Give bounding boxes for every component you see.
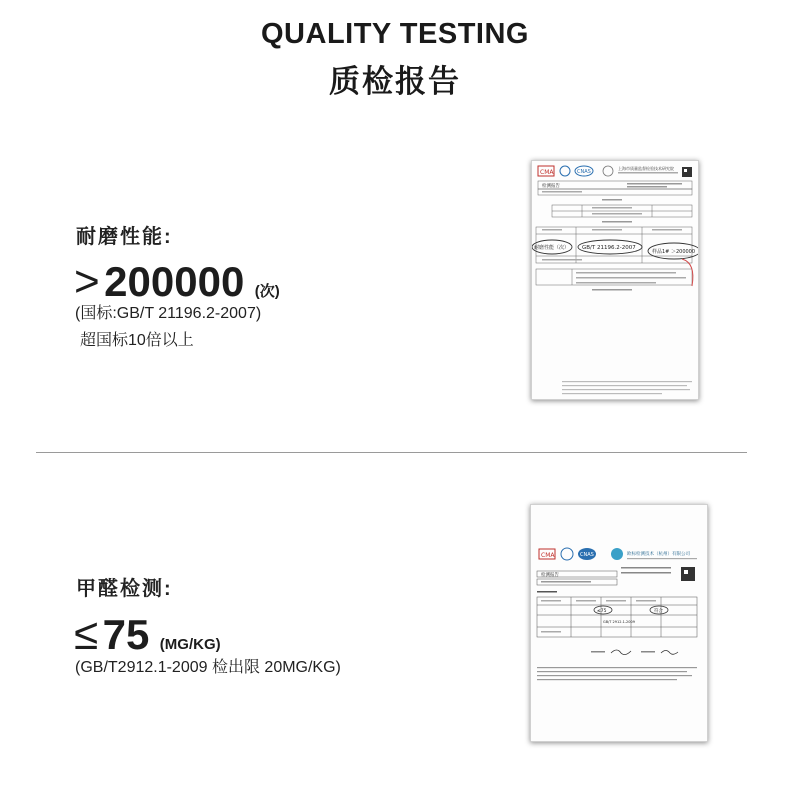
formaldehyde-test-report-image (530, 504, 708, 742)
report1-circled-left: 耐磨性能（次） (534, 245, 570, 251)
formaldehyde-value-line (74, 610, 221, 660)
report2-circled-value: ≤75 (597, 609, 607, 614)
wear-standard: (国标:GB/T 21196.2-2007) (75, 305, 262, 322)
report1-title: 检测报告 (542, 184, 560, 189)
greater-than-symbol: > (74, 257, 100, 306)
title-chinese: 质检报告 (329, 64, 461, 99)
wear-value: 200000 (104, 258, 245, 305)
section-divider (36, 452, 747, 453)
report1-org: 上海市质量监督检验技术研究院 (618, 166, 674, 171)
formaldehyde-label: 甲醛检测: (76, 578, 173, 600)
report1-circled-mid: GB/T 21196.2-2007 (582, 245, 636, 251)
report1-circled-right: 样品1# ＞200000 (652, 249, 696, 255)
wear-unit: (次) (254, 283, 280, 300)
report2-standard: GB/T 2912.1-2009 (603, 620, 635, 624)
cnas-logo: CNAS (577, 169, 591, 175)
less-equal-symbol: ≤ (74, 610, 99, 659)
cma-logo: CMA (540, 169, 554, 176)
formaldehyde-unit: (MG/KG) (159, 636, 221, 653)
cnas-logo-2: CNAS (580, 552, 594, 558)
formaldehyde-standard: (GB/T2912.1-2009 检出限 20MG/KG) (75, 659, 341, 676)
report2-title: 检测报告 (541, 573, 559, 578)
cma-logo-2: CMA (541, 552, 555, 559)
title-english: QUALITY TESTING (261, 18, 529, 50)
report2-org: 欧标检测技术（杭州）有限公司 (627, 552, 690, 557)
formaldehyde-value: 75 (102, 611, 150, 658)
wear-label: 耐磨性能: (76, 226, 173, 248)
wear-note: 超国标10倍以上 (80, 332, 194, 349)
wear-test-report-image (531, 160, 699, 400)
report2-circled-result: 符合 (654, 609, 663, 614)
